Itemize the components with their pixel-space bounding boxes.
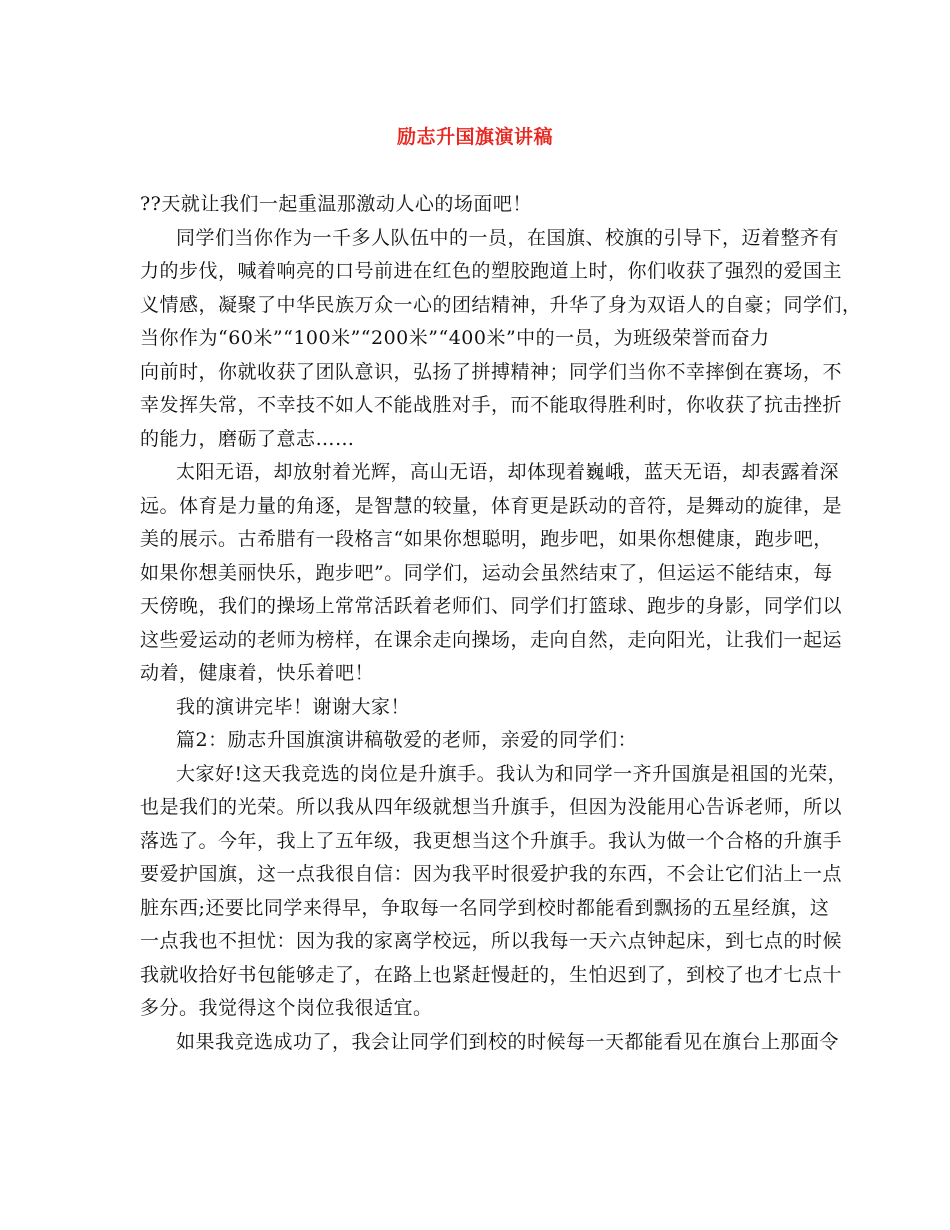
text-line: 这些爱运动的老师为榜样，在课余走向操场，走向自然，走向阳光，让我们一起运 <box>140 628 843 651</box>
paragraph-start: 同学们当你作为一千多人队伍中的一员，在国旗、校旗的引导下，迈着整齐有 <box>176 226 840 249</box>
text-line: 落选了。今年，我上了五年级，我更想当这个升旗手。我认为做一个合格的升旗手 <box>140 829 843 852</box>
text-line: 要爱护国旗，这一点我很自信：因为我平时很爱护我的东西，不会让它们沾上一点 <box>140 863 843 885</box>
paragraph-start: 太阳无语，却放射着光辉，高山无语，却体现着巍峨，蓝天无语，却表露着深 <box>176 461 840 483</box>
text-line: 当你作为“60米”“100米”“200米”“400米”中的一员，为班级荣誉而奋力 <box>140 327 770 349</box>
paragraph-start: 我的演讲完毕！谢谢大家！ <box>176 695 411 718</box>
text-line: 如果你想美丽快乐，跑步吧”。同学们，运动会虽然结束了，但运运不能结束，每 <box>140 561 833 584</box>
text-line: 义情感，凝聚了中华民族万众一心的团结精神，升华了身为双语人的自豪；同学们， <box>140 293 862 316</box>
text-line: 多分。我觉得这个岗位我很适宜。 <box>140 997 433 1019</box>
text-line: 力的步伐，喊着响亮的口号前进在红色的塑胶跑道上时，你们收获了强烈的爱国主 <box>140 260 843 282</box>
text-line: 美的展示。古希腊有一段格言“如果你想聪明，跑步吧，如果你想健康，跑步吧， <box>140 528 833 550</box>
document-body <box>140 188 862 1059</box>
text-line: ??天就让我们一起重温那激动人心的场面吧！ <box>140 193 532 215</box>
document-title: 励志升国旗演讲稿 <box>396 126 553 148</box>
paragraph-start: 如果我竞选成功了，我会让同学们到校的时候每一天都能看见在旗台上那面令 <box>176 1030 840 1053</box>
section-heading: 篇2：励志升国旗演讲稿敬爱的老师，亲爱的同学们： <box>176 729 638 751</box>
paragraph-start: 大家好!这天我竞选的岗位是升旗手。我认为和同学一齐升国旗是祖国的光荣， <box>176 762 848 785</box>
text-line: 远。体育是力量的角逐，是智慧的较量，体育更是跃动的音符，是舞动的旋律，是 <box>140 494 843 517</box>
text-line: 一点我也不担忧：因为我的家离学校远，所以我每一天六点钟起床，到七点的时候 <box>140 930 843 952</box>
text-line: 向前时，你就收获了团队意识，弘扬了拼搏精神；同学们当你不幸摔倒在赛场，不 <box>140 360 843 383</box>
text-line: 幸发挥失常，不幸技不如人不能战胜对手，而不能取得胜利时，你收获了抗击挫折 <box>140 394 843 416</box>
text-line: 天傍晚，我们的操场上常常活跃着老师们、同学们打篮球、跑步的身影，同学们以 <box>140 595 843 617</box>
text-line: 动着，健康着，快乐着吧！ <box>140 662 375 684</box>
text-line: 的能力，磨砺了意志…… <box>140 427 355 450</box>
text-line: 脏东西;还要比同学来得早，争取每一名同学到校时都能看到飘扬的五星经旗，这 <box>140 896 830 919</box>
text-line: 我就收拾好书包能够走了，在路上也紧赶慢赶的，生怕迟到了，到校了也才七点十 <box>140 963 843 986</box>
text-line: 也是我们的光荣。所以我从四年级就想当升旗手，但因为没能用心告诉老师，所以 <box>140 796 843 818</box>
